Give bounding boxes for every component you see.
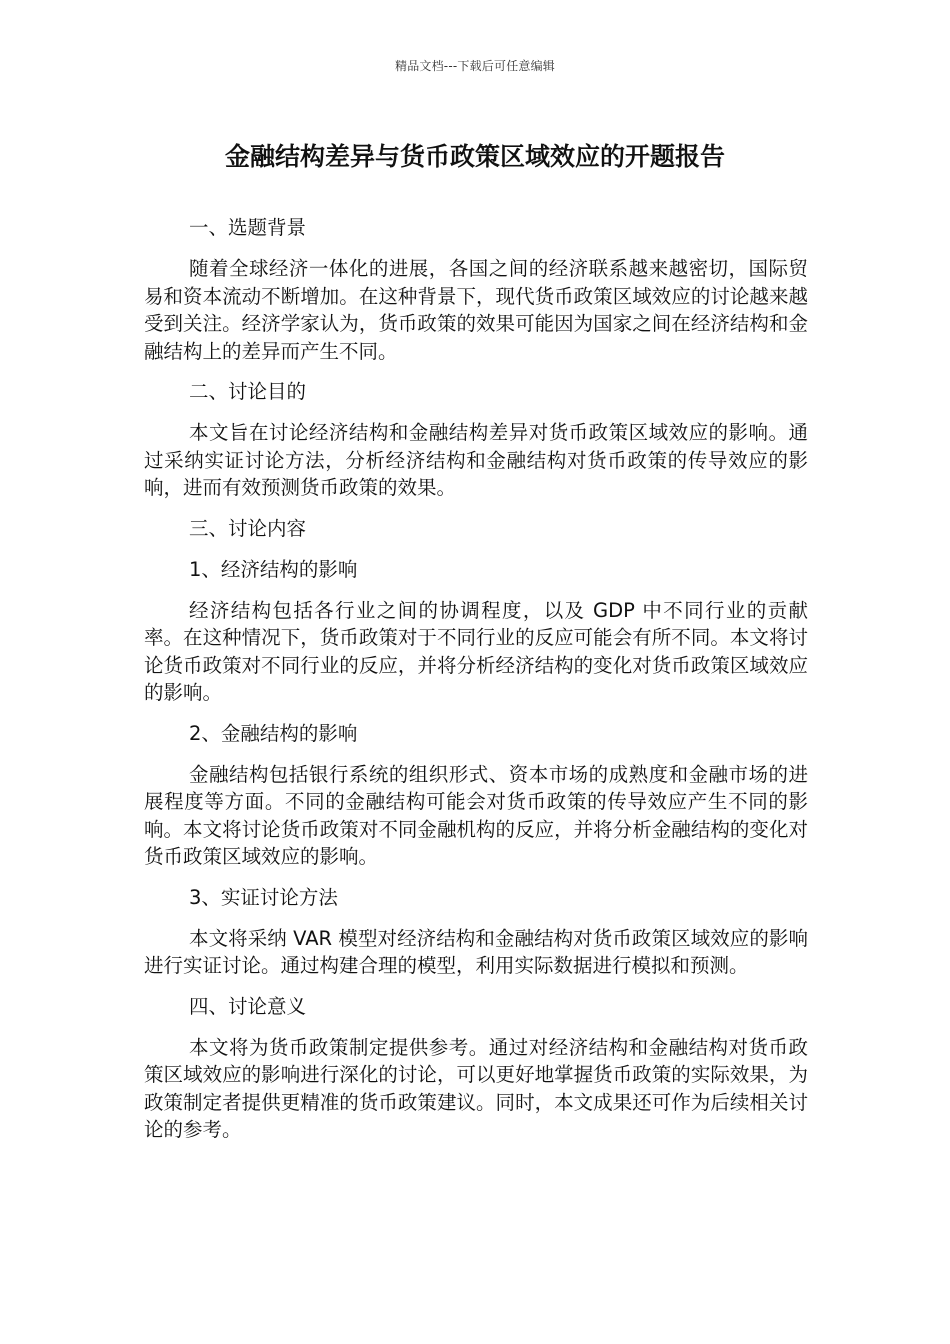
subsection-heading: 1、经济结构的影响 [189,557,358,581]
body-paragraph: 经济结构包括各行业之间的协调程度，以及 GDP 中不同行业的贡献率。在这种情况下，货币政策对于不同行业的反应可能会有所不同。本文将讨论货币政策对不同行业的反应，并将分析经济结构的变化对货币政策区域效应的影响。 [144,598,808,704]
section-heading: 一、选题背景 [189,216,307,239]
subsection-heading: 2、金融结构的影响 [189,721,358,745]
body-paragraph: 本文将采纳 VAR 模型对经济结构和金融结构对货币政策区域效应的影响进行实证讨论。通过构建合理的模型，利用实际数据进行模拟和预测。 [144,926,808,977]
body-paragraph: 随着全球经济一体化的进展，各国之间的经济联系越来越密切，国际贸易和资本流动不断增加。在这种背景下，现代货币政策区域效应的讨论越来越受到关注。经济学家认为，货币政策的效果可能因为国家之间在经济结构和金融结构上的差异而产生不同。 [144,257,808,363]
header-note: 精品文档---下载后可任意编辑 [395,59,555,73]
section-heading: 四、讨论意义 [189,994,307,1018]
body-paragraph: 本文旨在讨论经济结构和金融结构差异对货币政策区域效应的影响。通过采纳实证讨论方法，分析经济结构和金融结构对货币政策的传导效应的影响，进而有效预测货币政策的效果。 [144,421,808,499]
section-heading: 三、讨论内容 [189,516,307,540]
body-paragraph: 金融结构包括银行系统的组织形式、资本市场的成熟度和金融市场的进展程度等方面。不同的金融结构可能会对货币政策的传导效应产生不同的影响。本文将讨论货币政策对不同金融机构的反应，并将分析金融结构的变化对货币政策区域效应的影响。 [144,762,808,868]
section-heading: 二、讨论目的 [189,380,307,403]
document-title: 金融结构差异与货币政策区域效应的开题报告 [224,142,725,171]
subsection-heading: 3、实证讨论方法 [189,885,338,909]
document-body [144,214,808,1157]
body-paragraph: 本文将为货币政策制定提供参考。通过对经济结构和金融结构对货币政策区域效应的影响进行深化的讨论，可以更好地掌握货币政策的实际效果，为政策制定者提供更精准的货币政策建议。同时，本文成果还可作为后续相关讨论的参考。 [144,1035,808,1141]
